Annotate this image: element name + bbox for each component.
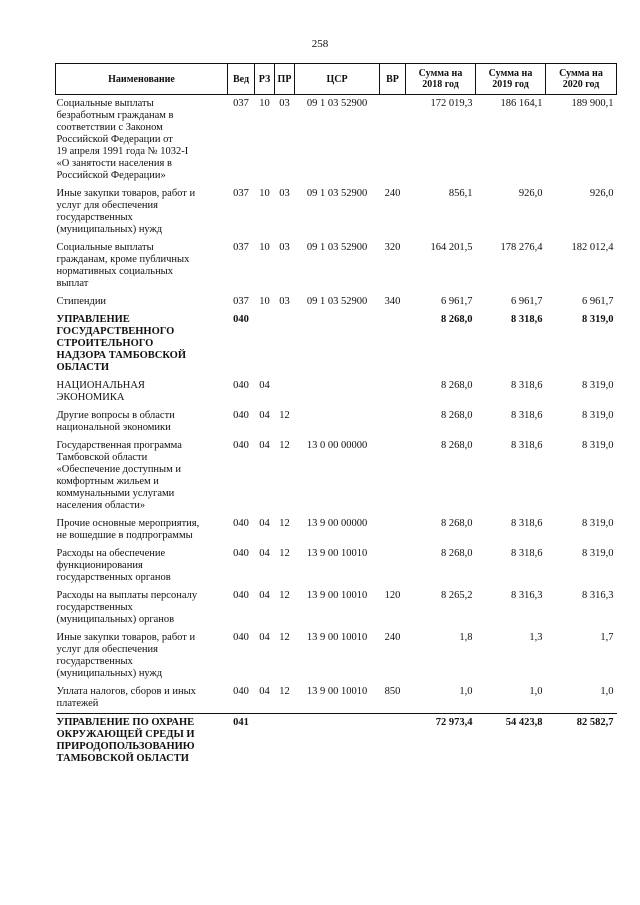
row-name [56, 311, 228, 377]
row-sum-2020: 82 582,7 [546, 714, 617, 769]
row-csr: 13 9 00 10010 [306, 548, 368, 559]
row-pr: 12 [279, 590, 290, 601]
row-rz: 04 [259, 590, 270, 601]
row-csr [295, 311, 380, 377]
row-pr: 03 [279, 188, 290, 199]
row-ved: 040 [233, 410, 249, 421]
row-sum-2019: 8 318,6 [511, 548, 543, 559]
table-row [56, 407, 617, 437]
row-name [56, 515, 228, 545]
row-vr [380, 437, 406, 515]
row-pr: 03 [279, 98, 290, 109]
row-name-text: УПРАВЛЕНИЕ ПО ОХРАНЕ ОКРУЖАЮЩЕЙ СРЕДЫ И ПРИРОДОПОЛЬЗОВАНИЮ ТАМБОВСКОЙ ОБЛАСТИ [56, 717, 195, 764]
row-csr [295, 407, 380, 437]
row-ved: 037 [233, 296, 249, 307]
row-ved: 037 [233, 188, 249, 199]
row-name [56, 293, 228, 311]
header-vr: ВР [380, 64, 406, 95]
row-sum-2020: 8 316,3 [582, 590, 614, 601]
row-vr: 240 [384, 632, 401, 643]
row-name-text: Расходы на выплаты персоналу государственных (муниципальных) органов [56, 590, 198, 625]
table-row [56, 587, 617, 629]
row-ved: 037 [233, 242, 249, 253]
table-row [56, 437, 617, 515]
table-body [56, 95, 617, 769]
row-sum-2018: 164 201,5 [430, 242, 473, 253]
row-name-text: Социальные выплаты безработным гражданам в соответствии с Законом Российской Федерации от 19 апреля 1991 года № 1032-I «О занятости населения в Российской Федерации» [56, 98, 189, 181]
header-sum-2019: Сумма на 2019 год [476, 64, 546, 95]
header-csr: ЦСР [295, 64, 380, 95]
row-csr: 13 9 00 10010 [306, 686, 368, 697]
row-name [56, 587, 228, 629]
row-sum-2020: 189 900,1 [571, 98, 614, 109]
row-sum-2020: 8 319,0 [582, 548, 614, 559]
row-name [56, 714, 228, 769]
row-name [56, 95, 228, 186]
row-sum-2019: 8 316,3 [511, 590, 543, 601]
row-rz [255, 311, 275, 377]
table-header-row [56, 64, 617, 95]
row-pr: 12 [279, 686, 290, 697]
row-name-text: Государственная программа Тамбовской области «Обеспечение доступным и комфортным жильем и коммунальными услугами населения области» [56, 440, 182, 511]
row-ved: 040 [233, 686, 249, 697]
row-rz: 10 [259, 296, 270, 307]
row-name [56, 407, 228, 437]
header-name: Наименование [56, 64, 228, 95]
row-csr: 13 9 00 00000 [306, 518, 368, 529]
row-sum-2020: 1,7 [600, 632, 614, 643]
row-vr: 320 [384, 242, 401, 253]
row-sum-2019: 178 276,4 [500, 242, 543, 253]
row-pr: 12 [279, 632, 290, 643]
row-name [56, 437, 228, 515]
row-sum-2019: 54 423,8 [476, 714, 546, 769]
row-sum-2018: 8 268,0 [441, 440, 473, 451]
row-pr: 03 [279, 296, 290, 307]
row-name [56, 185, 228, 239]
row-rz: 04 [259, 518, 270, 529]
row-csr: 09 1 03 52900 [306, 296, 368, 307]
row-ved: 040 [233, 548, 249, 559]
row-sum-2018: 8 265,2 [441, 590, 473, 601]
row-name-text: Иные закупки товаров, работ и услуг для обеспечения государственных (муниципальных) нужд [56, 188, 196, 235]
row-name-text: Социальные выплаты гражданам, кроме публичных нормативных социальных выплат [56, 242, 190, 289]
row-name [56, 545, 228, 587]
row-ved: 037 [233, 98, 249, 109]
row-name-text: Уплата налогов, сборов и иных платежей [56, 686, 196, 709]
table-row [56, 683, 617, 714]
row-name [56, 239, 228, 293]
row-csr: 09 1 03 52900 [306, 188, 368, 199]
row-vr [380, 377, 406, 407]
row-ved: 040 [233, 440, 249, 451]
row-sum-2020: 8 319,0 [582, 518, 614, 529]
row-ved: 041 [228, 714, 255, 769]
row-vr [380, 714, 406, 769]
table-row [56, 293, 617, 311]
row-rz: 04 [259, 548, 270, 559]
page-number: 258 [311, 38, 329, 50]
row-sum-2019: 1,0 [529, 686, 543, 697]
row-name-text: Стипендии [56, 296, 107, 307]
row-sum-2020: 926,0 [589, 188, 614, 199]
row-ved: 040 [233, 314, 249, 325]
row-vr: 120 [384, 590, 401, 601]
row-sum-2019: 8 318,6 [511, 440, 543, 451]
row-vr [380, 515, 406, 545]
row-sum-2018: 172 019,3 [430, 98, 473, 109]
row-csr: 13 0 00 00000 [306, 440, 368, 451]
row-ved: 040 [233, 632, 249, 643]
row-pr: 12 [279, 440, 290, 451]
row-pr: 12 [279, 548, 290, 559]
row-vr: 340 [384, 296, 401, 307]
row-sum-2019: 1,3 [529, 632, 543, 643]
table-row [56, 311, 617, 377]
row-name-text: УПРАВЛЕНИЕ ГОСУДАРСТВЕННОГО СТРОИТЕЛЬНОГО НАДЗОРА ТАМБОВСКОЙ ОБЛАСТИ [56, 314, 187, 373]
row-csr: 09 1 03 52900 [306, 98, 368, 109]
row-name [56, 629, 228, 683]
table-row [56, 377, 617, 407]
row-sum-2018: 8 268,0 [441, 410, 473, 421]
row-csr: 09 1 03 52900 [306, 242, 368, 253]
row-sum-2018: 72 973,4 [406, 714, 476, 769]
row-name-text: Прочие основные мероприятия, не вошедшие в подпрограммы [56, 518, 200, 541]
row-sum-2020: 8 319,0 [582, 314, 614, 325]
row-sum-2020: 6 961,7 [582, 296, 614, 307]
row-sum-2018: 1,0 [459, 686, 473, 697]
row-pr: 12 [279, 410, 290, 421]
row-vr: 240 [384, 188, 401, 199]
row-sum-2020: 8 319,0 [582, 410, 614, 421]
table-row [56, 515, 617, 545]
table-row [56, 545, 617, 587]
row-pr: 03 [279, 242, 290, 253]
row-pr: 12 [279, 518, 290, 529]
row-vr [380, 311, 406, 377]
row-csr: 13 9 00 10010 [306, 590, 368, 601]
row-sum-2018: 856,1 [448, 188, 473, 199]
row-pr [275, 377, 295, 407]
row-pr [275, 311, 295, 377]
row-rz: 10 [259, 188, 270, 199]
row-rz: 04 [259, 440, 270, 451]
row-sum-2019: 926,0 [518, 188, 543, 199]
row-vr [380, 545, 406, 587]
row-sum-2020: 8 319,0 [582, 440, 614, 451]
header-sum-2018: Сумма на 2018 год [406, 64, 476, 95]
row-rz: 04 [259, 380, 270, 391]
row-sum-2019: 8 318,6 [511, 410, 543, 421]
header-pr: ПР [275, 64, 295, 95]
row-vr [380, 95, 406, 186]
row-ved: 040 [233, 380, 249, 391]
row-name [56, 377, 228, 407]
row-sum-2020: 182 012,4 [571, 242, 614, 253]
row-sum-2018: 8 268,0 [441, 314, 473, 325]
table-row [56, 629, 617, 683]
row-sum-2018: 8 268,0 [441, 518, 473, 529]
row-csr: 13 9 00 10010 [306, 632, 368, 643]
row-rz: 04 [259, 410, 270, 421]
row-name [56, 683, 228, 714]
row-rz: 04 [259, 632, 270, 643]
row-name-text: Иные закупки товаров, работ и услуг для обеспечения государственных (муниципальных) нужд [56, 632, 196, 679]
row-sum-2020: 1,0 [600, 686, 614, 697]
row-ved: 040 [233, 518, 249, 529]
row-sum-2018: 8 268,0 [441, 548, 473, 559]
header-ved: Вед [228, 64, 255, 95]
row-rz: 04 [259, 686, 270, 697]
row-sum-2019: 8 318,6 [511, 314, 543, 325]
row-sum-2019: 8 318,6 [511, 380, 543, 391]
row-sum-2019: 186 164,1 [500, 98, 543, 109]
row-rz [255, 714, 275, 769]
row-rz: 10 [259, 242, 270, 253]
table-row [56, 714, 617, 769]
table-row [56, 185, 617, 239]
row-vr: 850 [384, 686, 401, 697]
table-row [56, 239, 617, 293]
row-sum-2018: 8 268,0 [441, 380, 473, 391]
row-sum-2019: 6 961,7 [511, 296, 543, 307]
header-sum-2020: Сумма на 2020 год [546, 64, 617, 95]
row-pr [275, 714, 295, 769]
budget-table [55, 63, 617, 768]
row-sum-2019: 8 318,6 [511, 518, 543, 529]
row-csr [295, 377, 380, 407]
row-sum-2018: 1,8 [459, 632, 473, 643]
row-csr [295, 714, 380, 769]
table-row [56, 95, 617, 186]
row-name-text: НАЦИОНАЛЬНАЯ ЭКОНОМИКА [56, 380, 145, 403]
row-sum-2018: 6 961,7 [441, 296, 473, 307]
row-name-text: Другие вопросы в области национальной экономики [56, 410, 175, 433]
row-vr [380, 407, 406, 437]
row-ved: 040 [233, 590, 249, 601]
row-rz: 10 [259, 98, 270, 109]
row-sum-2020: 8 319,0 [582, 380, 614, 391]
row-name-text: Расходы на обеспечение функционирования государственных органов [56, 548, 171, 583]
header-rz: РЗ [255, 64, 275, 95]
